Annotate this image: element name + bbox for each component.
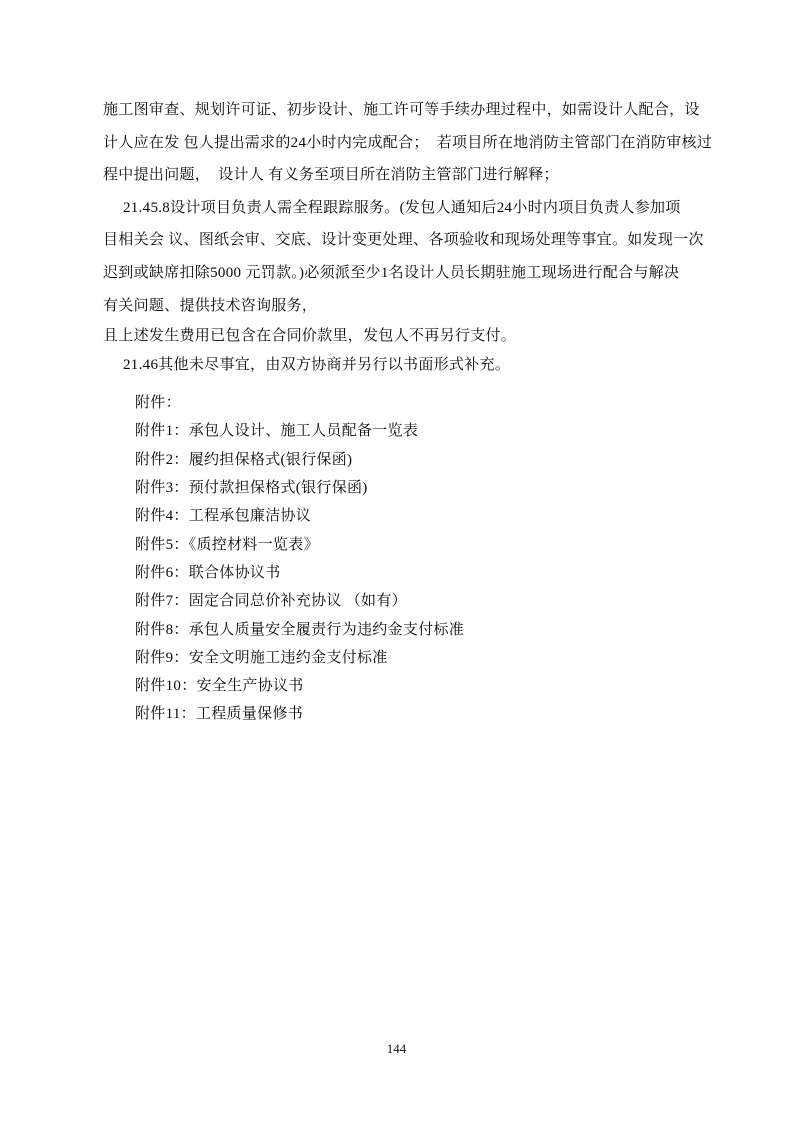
body-line: 施工图审查、规划许可证、初步设计、施工许可等手续办理过程中，如需设计人配合，设 <box>103 102 700 118</box>
attachment-item-11: 附件11：工程质量保修书 <box>135 706 304 723</box>
attachment-item-3: 附件3：预付款担保格式(银行保函) <box>135 480 368 497</box>
body-line-clause-21-45-8: 21.45.8设计项目负责人需全程跟踪服务。(发包人通知后24小时内项目负责人参加项 <box>123 199 681 216</box>
page-number: 144 <box>386 1041 407 1056</box>
attachment-item-9: 附件9：安全文明施工违约金支付标准 <box>135 649 388 666</box>
body-line: 有关问题、提供技术咨询服务， <box>103 297 318 314</box>
attachment-item-8: 附件8：承包人质量安全履责行为违约金支付标准 <box>135 621 465 638</box>
attachment-item-4: 附件4：工程承包廉洁协议 <box>135 508 312 525</box>
body-line: 程中提出问题， 设计人 有义务至项目所在消防主管部门进行解释； <box>103 167 559 184</box>
body-line: 目相关会 议、图纸会审、交底、设计变更处理、各项验收和现场处理等事宜。如发现一次 <box>103 232 704 249</box>
attachment-item-6: 附件6：联合体协议书 <box>135 564 281 581</box>
body-line: 计人应在发 包人提出需求的24小时内完成配合； 若项目所在地消防主管部门在消防审核过 <box>103 134 713 151</box>
attachment-item-2: 附件2：履约担保格式(银行保函) <box>135 451 353 468</box>
body-line: 迟到或缺席扣除5000 元罚款。)必须派至少1名设计人员长期驻施工现场进行配合与解决 <box>103 264 680 281</box>
document-content <box>103 94 713 729</box>
attachments-list <box>135 389 695 729</box>
body-line-clause-21-46: 21.46其他未尽事宜，由双方协商并另行以书面形式补充。 <box>123 357 511 374</box>
attachment-item-1: 附件1：承包人设计、施工人员配备一览表 <box>135 423 419 440</box>
attachment-item-10: 附件10：安全生产协议书 <box>135 678 304 695</box>
attachment-item-5: 附件5：《质控材料一览表》 <box>135 536 319 553</box>
body-paragraphs <box>103 94 713 380</box>
attachments-title: 附件： <box>135 395 181 412</box>
attachment-item-7: 附件7：固定合同总价补充协议 （如有） <box>135 593 407 610</box>
body-line: 且上述发生费用已包含在合同价款里，发包人不再另行支付。 <box>103 328 517 345</box>
